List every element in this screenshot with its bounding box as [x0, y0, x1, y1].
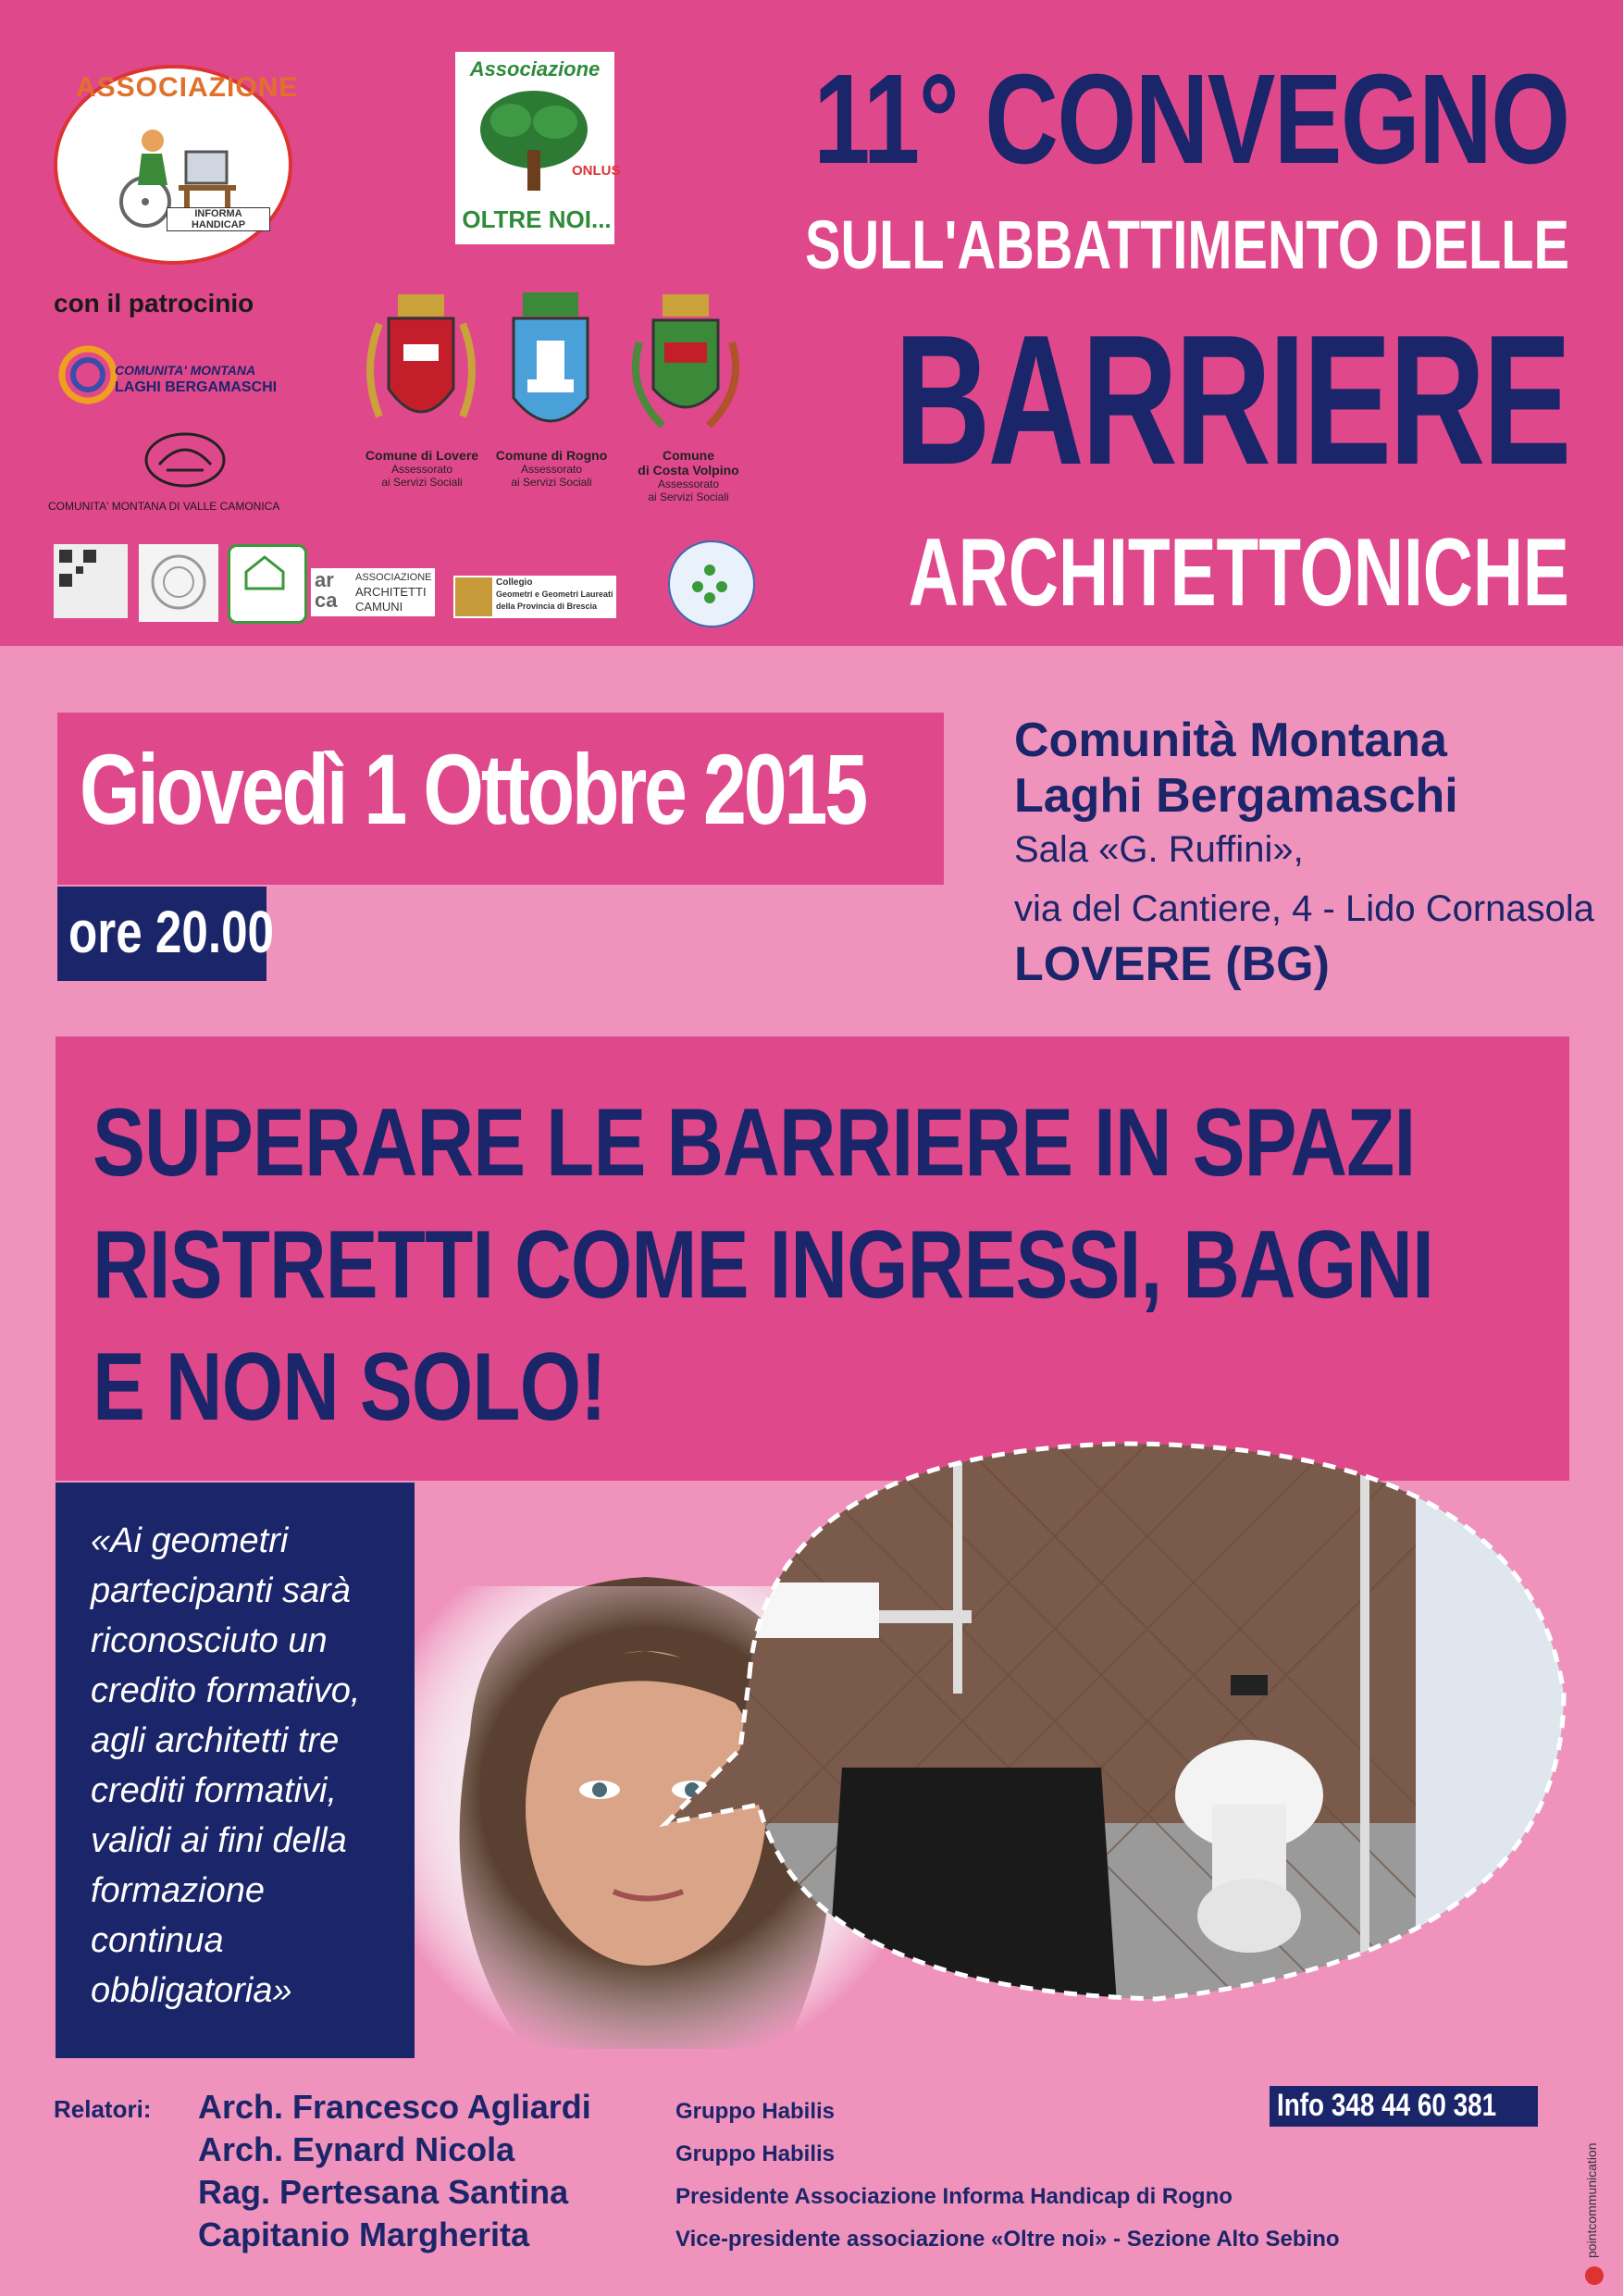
oltre-noi-onlus: ONLUS: [572, 163, 621, 179]
arca-line1: ASSOCIAZIONE: [355, 572, 432, 583]
collegio-brescia-mark: [455, 577, 492, 616]
speaker-name-2: Arch. Eynard Nicola: [198, 2130, 515, 2168]
quote-line: obbligatoria»: [91, 1971, 292, 2010]
headline-line3: E NON SOLO!: [93, 1334, 606, 1441]
cm-valle-label: COMUNITA' MONTANA DI VALLE CAMONICA: [48, 500, 280, 513]
quote-line: partecipanti sarà: [91, 1571, 351, 1610]
venue-org-line2: Laghi Bergamaschi: [1014, 769, 1458, 823]
info-phone: Info 348 44 60 381: [1277, 2088, 1497, 2123]
comune-costa-volpino-caption: [614, 448, 762, 503]
collegio-bergamo-seal-icon: [148, 552, 209, 613]
speaker-name-1: Arch. Francesco Agliardi: [198, 2088, 591, 2126]
quote-line: credito formativo,: [91, 1671, 361, 1710]
quote-line: riconosciuto un: [91, 1621, 328, 1660]
speaker-role-3: Presidente Associazione Informa Handicap di Rogno: [675, 2184, 1233, 2209]
people-circle-icon: [687, 559, 733, 605]
comune-lovere-office1: Assessorato: [390, 463, 453, 476]
speaker-name-3: Rag. Pertesana Santina: [198, 2173, 569, 2211]
quote-line: validi ai fini della: [91, 1821, 347, 1860]
informa-handicap-sub: INFORMA HANDICAP: [167, 207, 270, 231]
oltre-noi-name: OLTRE NOI...: [462, 205, 612, 233]
venue-city: LOVERE (BG): [1014, 937, 1330, 991]
collegio-brescia-line1: Collegio: [496, 577, 533, 588]
print-credit: pointcommunication: [1584, 2142, 1599, 2258]
patronage-label: con il patrocinio: [54, 289, 254, 317]
speaker-role-4: Vice-presidente associazione «Oltre noi» - Sezione Alto Sebino: [675, 2227, 1340, 2252]
event-time: ore 20.00: [68, 899, 275, 965]
venue-address: via del Cantiere, 4 - Lido Cornasola: [1014, 888, 1595, 929]
title-line3: BARRIERE: [894, 297, 1569, 503]
comune-lovere-name: Comune di Lovere: [365, 448, 479, 463]
headline-line1: SUPERARE LE BARRIERE IN SPAZI: [93, 1089, 1416, 1197]
comune-costa-volpino-office1: Assessorato: [657, 478, 720, 490]
collegio-brescia-line2: Geometri e Geometri Laureati: [496, 590, 613, 599]
quote-line: agli architetti tre: [91, 1721, 340, 1760]
speakers-label: Relatori:: [54, 2095, 152, 2123]
headline-line2: RISTRETTI COME INGRESSI, BAGNI: [93, 1211, 1433, 1319]
informa-handicap-word: ASSOCIAZIONE: [76, 72, 299, 103]
comune-costa-volpino-name2: di Costa Volpino: [638, 463, 739, 478]
venue-org-line1: Comunità Montana: [1014, 714, 1447, 767]
cm-laghi-logo-icon: [56, 342, 120, 407]
ordine-architetti-logo: [54, 544, 128, 618]
speaker-name-4: Capitanio Margherita: [198, 2215, 530, 2253]
print-credit-mark-icon: [1584, 2265, 1604, 2286]
quote-line: continua: [91, 1921, 224, 1960]
rogno-crest-icon: [500, 287, 601, 444]
quote-line: «Ai geometri: [91, 1521, 289, 1560]
comune-rogno-name: Comune di Rogno: [495, 448, 608, 463]
costa-volpino-crest-icon: [626, 287, 746, 444]
title-line2: SULL'ABBATTIMENTO DELLE: [804, 206, 1569, 283]
comune-rogno-caption: [477, 448, 626, 489]
arca-mark: ar ca: [315, 568, 338, 612]
cm-laghi-line1: COMUNITA' MONTANA: [115, 363, 256, 378]
comune-rogno-office2: ai Servizi Sociali: [511, 476, 592, 489]
comune-costa-volpino-office2: ai Servizi Sociali: [648, 490, 729, 503]
cm-laghi-line2: LAGHI BERGAMASCHI: [115, 379, 278, 395]
lovere-crest-icon: [361, 287, 481, 444]
oltre-noi-top: Associazione: [469, 57, 601, 81]
title-line1: 11° CONVEGNO: [813, 48, 1569, 191]
speaker-role-1: Gruppo Habilis: [675, 2099, 836, 2124]
comune-lovere-office2: ai Servizi Sociali: [381, 476, 463, 489]
house-icon: [242, 553, 287, 590]
cm-valle-logo-icon: [139, 428, 231, 492]
quote-line: crediti formativi,: [91, 1771, 338, 1810]
comune-lovere-caption: [348, 448, 496, 489]
qr-code-icon: [59, 550, 96, 587]
comune-costa-volpino-name1: Comune: [663, 448, 714, 463]
title-line4: ARCHITETTONICHE: [908, 519, 1569, 627]
tree-icon: [474, 85, 594, 196]
arca-line3: CAMUNI: [355, 600, 403, 614]
speaker-role-2: Gruppo Habilis: [675, 2141, 836, 2166]
accessible-bathroom-photo: [638, 1397, 1582, 2045]
arca-line2: ARCHITETTI: [355, 585, 427, 599]
venue-room: Sala «G. Ruffini»,: [1014, 829, 1304, 870]
collegio-brescia-line3: della Provincia di Brescia: [496, 602, 598, 611]
quote-line: formazione: [91, 1871, 265, 1910]
event-date: Giovedì 1 Ottobre 2015: [80, 733, 865, 845]
comune-rogno-office1: Assessorato: [520, 463, 583, 476]
